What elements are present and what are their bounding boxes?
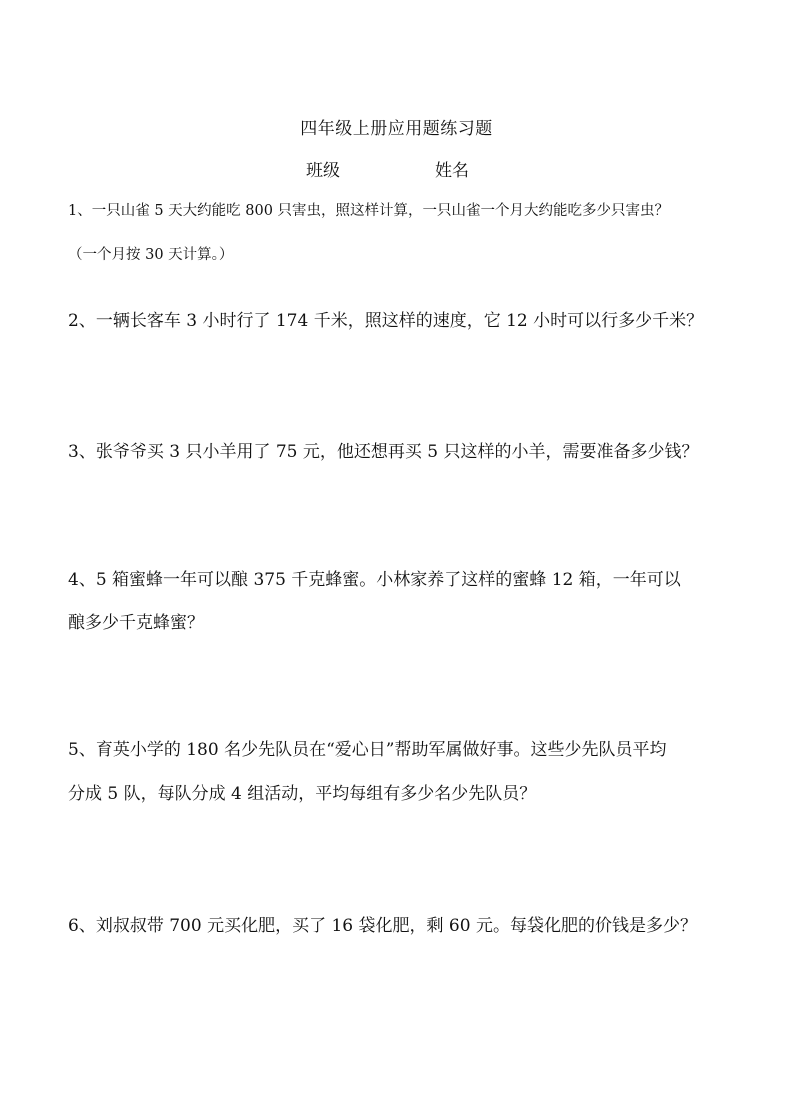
question-4-line-1: 4、5 箱蜜蜂一年可以酿 375 千克蜂蜜。小林家养了这样的蜜蜂 12 箱，一年可以 bbox=[68, 570, 681, 590]
question-3: 3、张爷爷买 3 只小羊用了 75 元，他还想再买 5 只这样的小羊，需要准备多少钱？ bbox=[68, 442, 699, 462]
question-4-line-2: 酿多少千克蜂蜜？ bbox=[68, 613, 204, 633]
question-1-line-1: 1、一只山雀 5 天大约能吃 800 只害虫，照这样计算，一只山雀一个月大约能吃多少只害虫？ bbox=[68, 203, 670, 219]
page-title: 四年级上册应用题练习题 bbox=[300, 119, 493, 139]
question-2: 2、一辆长客车 3 小时行了 174 千米，照这样的速度，它 12 小时可以行多少千米？ bbox=[68, 311, 704, 331]
question-6: 6、刘叔叔带 700 元买化肥，买了 16 袋化肥，剩 60 元。每袋化肥的价钱是多少？ bbox=[68, 916, 697, 936]
question-5-line-1: 5、育英小学的 180 名少先队员在“爱心日”帮助军属做好事。这些少先队员平均 bbox=[68, 740, 667, 760]
question-1-line-2: （一个月按 30 天计算。） bbox=[68, 247, 234, 263]
name-label: 姓名 bbox=[435, 161, 469, 181]
class-label: 班级 bbox=[306, 161, 340, 181]
question-5-line-2: 分成 5 队，每队分成 4 组活动，平均每组有多少名少先队员？ bbox=[68, 784, 537, 804]
